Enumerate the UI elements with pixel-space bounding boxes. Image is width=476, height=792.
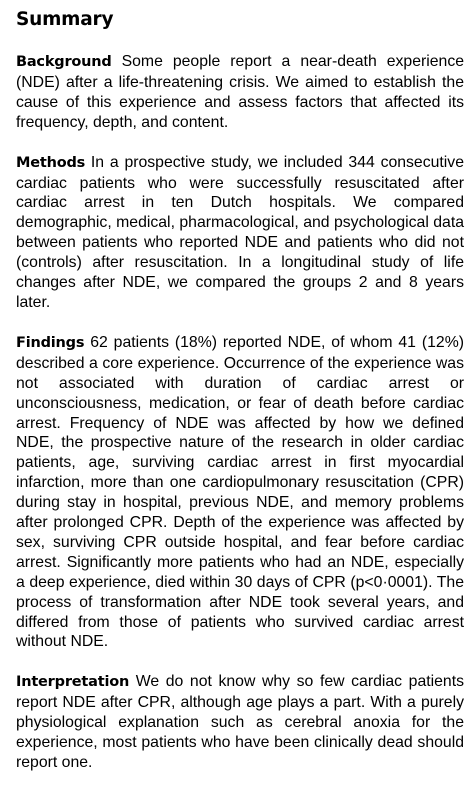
- summary-heading: Summary: [16, 9, 114, 30]
- background-label: Background: [16, 54, 112, 70]
- background-paragraph: [16, 52, 464, 133]
- findings-label: Findings: [16, 334, 85, 351]
- findings-paragraph: [16, 333, 464, 653]
- findings-text: 62 patients (18%) reported NDE, of whom 41 (12%) described a core experience. Occurrence of the experience was not associated with duration of cardiac arrest or unconsciousness, medication, or fear of death before cardiac arrest. Frequency of NDE was affected by how we defined NDE, the prospective nature of the research in older cardiac patients, age, surviving cardiac arrest in first myocardial infarction, more than one cardiopulmonary resuscitation (CPR) during stay in hospital, previous NDE, and memory problems after prolonged CPR. Depth of the experience was affected by sex, surviving CPR outside hospital, and fear before cardiac arrest. Significantly more patients who had an NDE, especially a deep experience, died within 30 days of CPR (p<0·0001). The process of transformation after NDE took several years, and differed from those of patients who survived cardiac arrest without NDE.: [16, 333, 465, 651]
- summary-page: [16, 8, 464, 773]
- interpretation-label: Interpretation: [16, 674, 130, 691]
- interpretation-paragraph: [16, 672, 464, 773]
- methods-text: In a prospective study, we included 344 consecutive cardiac patients who were successfully resuscitated after cardiac arrest in ten Dutch hospitals. We compared demographic, medical, pharmacological, and psychological data between patients who reported NDE and patients who did not (controls) after resuscitation. In a longitudinal study of life changes after NDE, we compared the groups 2 and 8 years later.: [16, 153, 464, 311]
- methods-paragraph: [16, 153, 464, 313]
- methods-label: Methods: [16, 154, 86, 171]
- interpretation-text: We do not know why so few cardiac patients report NDE after CPR, although age plays a part. With a purely physiological explanation such as cerebral anoxia for the experience, most patients who have been clinically dead should report one.: [16, 673, 464, 771]
- background-text: Some people report a near-death experience (NDE) after a life-threatening crisis. We aimed to establish the cause of this experience and assess factors that affected its frequency, depth, and content.: [16, 53, 465, 131]
